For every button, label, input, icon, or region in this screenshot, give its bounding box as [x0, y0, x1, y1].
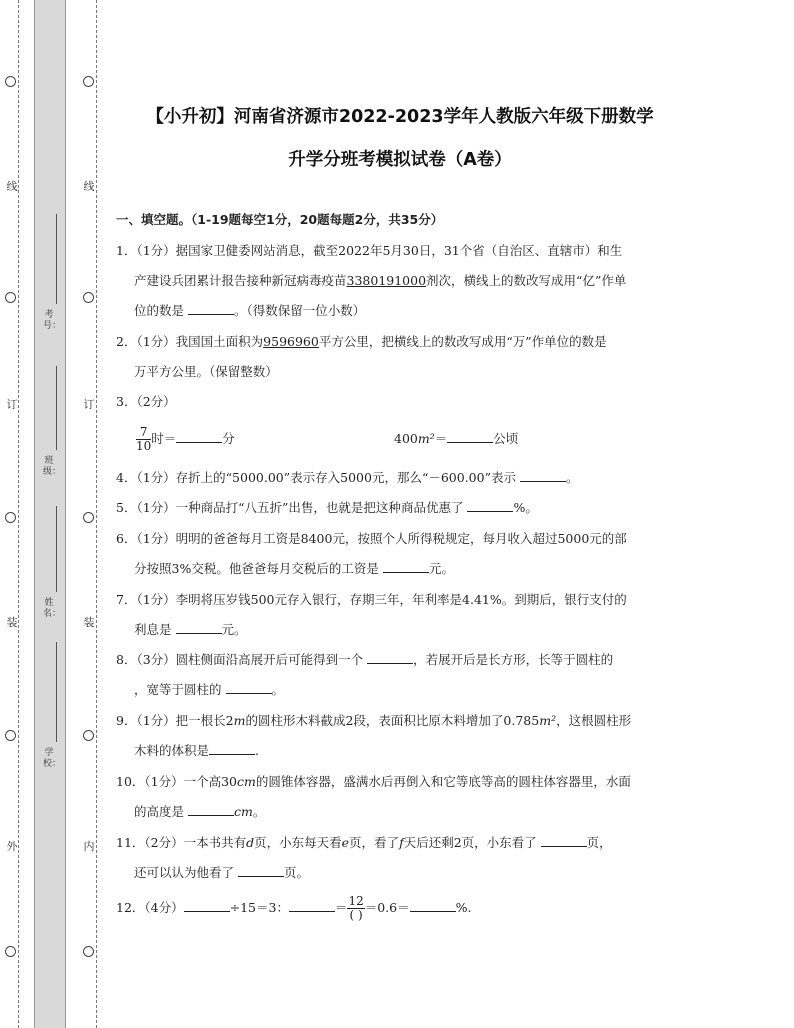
q10-unit: cm	[234, 804, 253, 819]
q11-text: 天后还剩2页，小东看了	[403, 835, 537, 850]
q9-text: 木料的体积是	[134, 743, 210, 758]
q12-text: ＝0.6＝	[364, 900, 410, 915]
binding-hole-icon	[83, 730, 94, 741]
answer-blank[interactable]	[410, 899, 456, 912]
binding-hole-icon	[83, 76, 94, 87]
question-10-line-2	[134, 803, 265, 821]
q11-text: 页。	[284, 865, 310, 880]
answer-blank[interactable]	[188, 302, 234, 315]
margin-char-outer: 装	[6, 616, 18, 629]
q1-text: 剂次，横线上的数改写成用“亿”作单	[426, 273, 627, 288]
section-heading: 一、填空题。（1-19题每空1分，20题每题2分，共35分）	[116, 212, 444, 227]
binding-hole-icon	[5, 76, 16, 87]
margin-char-inner: 订	[83, 398, 95, 411]
question-1-line-1	[116, 242, 622, 260]
q9-unit: m	[233, 713, 246, 728]
q1-number: 3380191000	[346, 273, 427, 288]
exam-number-label: 考号：	[43, 310, 62, 331]
question-7-line-1	[116, 591, 627, 609]
binding-hole-icon	[5, 946, 16, 957]
margin-char-outer: 外	[6, 840, 18, 853]
q6-text: 分按照3%交税。他爸爸每月交税后的工资是	[134, 561, 379, 576]
answer-blank[interactable]	[238, 864, 284, 877]
q9-text: 9．（1分）把一根长2	[116, 713, 234, 728]
q8-text: ，若展开后是长方形，长等于圆柱的	[413, 652, 614, 667]
page-title: 【小升初】河南省济源市2022-2023学年人教版六年级下册数学	[146, 107, 654, 127]
q9-text: ，这根圆柱形	[556, 713, 632, 728]
fraction-numerator: 7	[136, 426, 151, 440]
question-10-line-1	[116, 773, 631, 791]
answer-blank[interactable]	[367, 651, 413, 664]
q2-text: 2．（1分）我国国土面积为	[116, 334, 264, 349]
answer-blank[interactable]	[176, 621, 222, 634]
class-field[interactable]	[56, 366, 57, 450]
page-subtitle: 升学分班考模拟试卷（A卷）	[288, 150, 512, 170]
exam-number-field[interactable]	[56, 214, 57, 304]
answer-blank[interactable]	[541, 834, 587, 847]
outer-cut-line	[18, 0, 19, 1028]
q10-unit: cm	[237, 774, 256, 789]
q2-text: 平方公里，把横线上的数改写成用“万”作单位的数是	[318, 334, 607, 349]
answer-blank[interactable]	[383, 560, 429, 573]
q3-text: ＝	[434, 431, 448, 446]
fraction-denominator: 10	[136, 439, 152, 453]
q8-text: 8．（3分）圆柱侧面沿高展开后可能得到一个	[116, 652, 364, 667]
question-8-line-2	[134, 681, 284, 699]
q3-fraction	[136, 426, 151, 453]
q3-unit: m²	[417, 431, 435, 446]
binding-hole-icon	[5, 292, 16, 303]
answer-blank[interactable]	[188, 803, 234, 816]
q5-text: 5．（1分）一种商品打“八五折”出售，也就是把这种商品优惠了	[116, 500, 464, 515]
name-label: 姓名：	[43, 598, 62, 619]
binding-hole-icon	[83, 946, 94, 957]
question-3-part-a	[136, 423, 235, 455]
q3-text: 3．（2分）	[116, 394, 176, 409]
question-9-line-2	[134, 742, 259, 760]
binding-hole-icon	[5, 730, 16, 741]
q12-text: ＝	[334, 900, 348, 915]
margin-char-inner: 内	[83, 840, 95, 853]
q11-variable: f	[399, 835, 404, 850]
q11-text: 还可以认为他看了	[134, 865, 235, 880]
q1-text: 产建设兵团累计报告接种新冠病毒疫苗	[134, 273, 347, 288]
fraction-numerator: 12	[348, 894, 364, 908]
q8-text: ，宽等于圆柱的	[134, 682, 222, 697]
answer-blank[interactable]	[209, 742, 255, 755]
q4-text: 4．（1分）存折上的“5000.00”表示存入5000元，那么“－600.00”表示	[116, 470, 516, 485]
q10-text: 。	[252, 804, 266, 819]
class-label: 班级：	[43, 456, 62, 477]
question-2-line-2	[134, 363, 278, 381]
q11-text: 页，小东每天看	[254, 835, 342, 850]
q3-text: 时＝	[151, 431, 177, 446]
q12-text: ÷15＝3：	[229, 900, 289, 915]
q1-text: 位的数是	[134, 303, 185, 318]
answer-blank[interactable]	[447, 430, 493, 443]
q9-text: .	[255, 743, 259, 758]
answer-blank[interactable]	[176, 430, 222, 443]
question-3-line-1	[116, 393, 176, 411]
q7-text: 利息是	[134, 622, 172, 637]
question-6-line-1	[116, 530, 627, 548]
question-8-line-1	[116, 651, 613, 669]
q11-variable: e	[341, 835, 350, 850]
answer-blank[interactable]	[467, 499, 513, 512]
inner-cut-line	[96, 0, 97, 1028]
school-label: 学校：	[43, 748, 62, 769]
q3-text: 400	[394, 431, 418, 446]
q12-fraction	[347, 895, 364, 922]
binding-strip	[34, 0, 66, 1028]
q6-text: 元。	[428, 561, 454, 576]
q11-text: 11．（2分）一本书共有	[116, 835, 247, 850]
margin-char-outer: 线	[6, 180, 18, 193]
q10-text: 的圆锥体容器，盛满水后再倒入和它等底等高的圆柱体容器里，水面	[255, 774, 631, 789]
binding-hole-icon	[83, 512, 94, 523]
q10-text: 10．（1分）一个高30	[116, 774, 238, 789]
fraction-denominator[interactable]: ( )	[349, 908, 363, 922]
q12-text: %.	[455, 900, 472, 915]
question-7-line-2	[134, 621, 247, 639]
q11-text: 页，看了	[349, 835, 400, 850]
question-5-line-1	[116, 499, 538, 517]
q12-text: 12．（4分）	[116, 900, 184, 915]
q4-text: 。	[565, 470, 579, 485]
q10-text: 的高度是	[134, 804, 185, 819]
q3-text: 分	[222, 431, 235, 446]
margin-char-inner: 线	[83, 180, 95, 193]
answer-blank[interactable]	[226, 681, 272, 694]
binding-hole-icon	[83, 292, 94, 303]
margin-char-outer: 订	[6, 398, 18, 411]
q1-text: 。（得数保留一位小数）	[234, 303, 366, 318]
answer-blank[interactable]	[184, 899, 230, 912]
q2-text: 万平方公里。（保留整数）	[134, 364, 278, 379]
q2-number: 9596960	[263, 334, 319, 349]
q5-text: %。	[513, 500, 538, 515]
answer-blank[interactable]	[520, 469, 566, 482]
question-6-line-2	[134, 560, 454, 578]
question-9-line-1	[116, 712, 631, 730]
question-1-line-2	[134, 272, 626, 290]
q9-text: 的圆柱形木料截成2段，表面积比原木料增加了0.785	[245, 713, 540, 728]
q11-text: 页，	[586, 835, 612, 850]
q6-text: 6．（1分）明明的爸爸每月工资是8400元，按照个人所得税规定，每月收入超过5000元的部	[116, 531, 627, 546]
question-11-line-2	[134, 864, 309, 882]
name-field[interactable]	[56, 506, 57, 592]
answer-blank[interactable]	[289, 899, 335, 912]
question-1-line-3	[134, 302, 365, 320]
question-3-part-b	[394, 423, 518, 455]
q8-text: 。	[271, 682, 285, 697]
q3-text: 公顷	[493, 431, 519, 446]
question-2-line-1	[116, 333, 607, 351]
q9-unit: m²	[539, 713, 557, 728]
question-4-line-1	[116, 469, 578, 487]
question-12-line-1	[116, 890, 472, 926]
margin-char-inner: 装	[83, 616, 95, 629]
binding-hole-icon	[5, 512, 16, 523]
q11-variable: d	[246, 835, 255, 850]
q7-text: 元。	[221, 622, 247, 637]
question-11-line-1	[116, 834, 612, 852]
q7-text: 7．（1分）李明将压岁钱500元存入银行，存期三年，年利率是4.41%。到期后，银行支付的	[116, 592, 627, 607]
q1-text: 1．（1分）据国家卫健委网站消息，截至2022年5月30日，31个省（自治区、直辖市）和生	[116, 243, 623, 258]
school-field[interactable]	[56, 642, 57, 742]
